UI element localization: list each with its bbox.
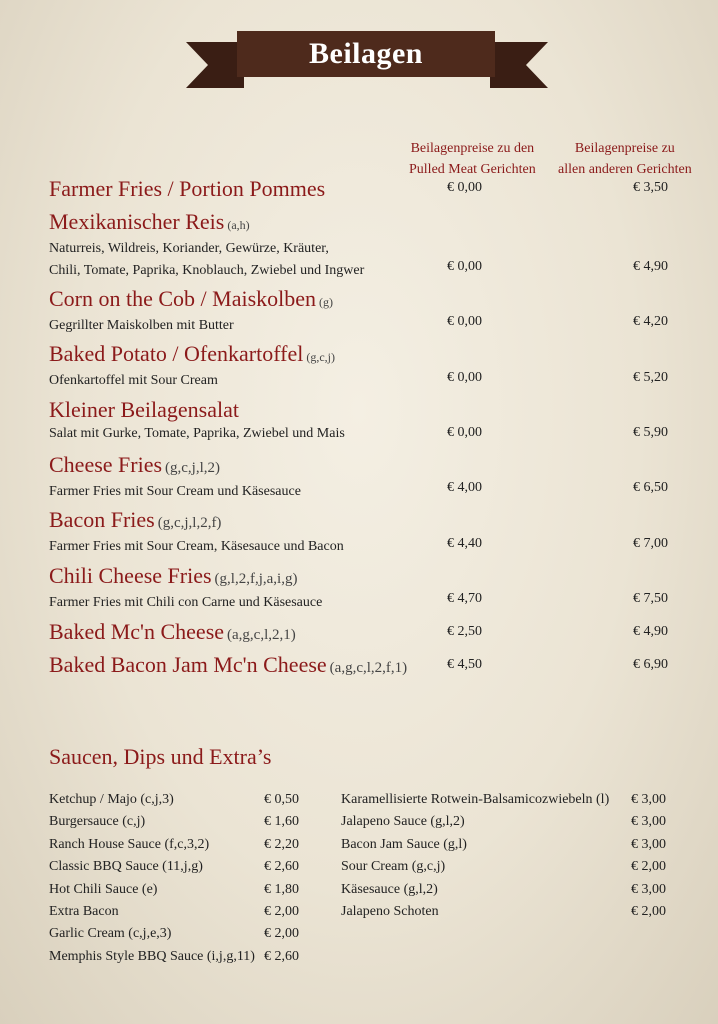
- menu-item: [49, 563, 689, 614]
- column-heading-other: [558, 138, 692, 180]
- menu-item-name: Corn on the Cob / Maiskolben (g): [49, 286, 334, 311]
- sauce-price: € 1,80: [264, 881, 299, 897]
- menu-item-name: Cheese Fries (g,c,j,l,2): [49, 452, 221, 477]
- menu-item-name: Chili Cheese Fries (g,l,2,f,j,a,i,g): [49, 563, 298, 588]
- menu-item-description: Farmer Fries mit Chili con Carne und Käsesauce: [49, 595, 323, 610]
- price-pulled-meat: € 0,00: [447, 259, 482, 274]
- sauce-price: € 2,00: [631, 859, 666, 875]
- menu-item-name: Baked Potato / Ofenkartoffel (g,c,j): [49, 341, 336, 366]
- sauce-name: Garlic Cream (c,j,e,3): [49, 926, 172, 942]
- price-pulled-meat: € 4,70: [447, 591, 482, 606]
- sauce-price: € 2,60: [264, 948, 299, 964]
- price-other: € 7,00: [633, 536, 668, 551]
- sauce-name: Ranch House Sauce (f,c,3,2): [49, 836, 210, 852]
- price-other: € 4,20: [633, 314, 668, 329]
- sauce-price: € 1,60: [264, 814, 299, 830]
- menu-item-allergens: (g,l,2,f,j,a,i,g): [214, 571, 298, 587]
- column-heading-pulled-meat: [409, 138, 536, 180]
- sauce-price: € 3,00: [631, 814, 666, 830]
- column-heading-line: Beilagenpreise zu: [574, 141, 675, 156]
- price-other: € 4,90: [633, 259, 668, 274]
- price-pulled-meat: € 4,00: [447, 480, 482, 495]
- menu-item: [49, 176, 689, 202]
- sauce-price: € 3,00: [631, 836, 666, 852]
- menu-item: [49, 286, 689, 337]
- sauces-section-title: Saucen, Dips und Extra’s: [49, 744, 272, 769]
- menu-item-description: Salat mit Gurke, Tomate, Paprika, Zwiebel und Mais: [49, 426, 345, 441]
- menu-item: [49, 341, 689, 392]
- price-other: € 6,90: [633, 657, 668, 672]
- sauce-name: Hot Chili Sauce (e): [49, 881, 158, 897]
- price-other: € 5,20: [633, 370, 668, 385]
- price-other: € 7,50: [633, 591, 668, 606]
- price-pulled-meat: € 0,00: [447, 425, 482, 440]
- menu-item-description: Farmer Fries mit Sour Cream und Käsesauce: [49, 484, 301, 499]
- price-other: € 4,90: [633, 624, 668, 639]
- menu-item-description: Ofenkartoffel mit Sour Cream: [49, 373, 218, 388]
- menu-item-allergens: (g,c,j): [306, 350, 336, 364]
- menu-item-allergens: (g): [319, 295, 334, 309]
- price-other: € 6,50: [633, 480, 668, 495]
- menu-item-allergens: (a,g,c,l,2,1): [227, 627, 296, 643]
- price-pulled-meat: € 0,00: [447, 180, 482, 195]
- sauce-name: Jalapeno Schoten: [341, 904, 439, 919]
- menu-item-description: Gegrillter Maiskolben mit Butter: [49, 318, 234, 333]
- sauce-price: € 2,20: [264, 836, 299, 852]
- menu-item-description: Farmer Fries mit Sour Cream, Käsesauce und Bacon: [49, 539, 344, 554]
- sauce-name: Classic BBQ Sauce (11,j,g): [49, 859, 203, 875]
- menu-item: [49, 507, 689, 558]
- menu-item-name: Baked Bacon Jam Mc'n Cheese (a,g,c,l,2,f,1): [49, 652, 408, 677]
- sauce-name: Extra Bacon: [49, 904, 119, 919]
- menu-item-allergens: (a,h): [227, 218, 250, 232]
- price-pulled-meat: € 0,00: [447, 370, 482, 385]
- price-pulled-meat: € 2,50: [447, 624, 482, 639]
- price-pulled-meat: € 4,50: [447, 657, 482, 672]
- sauce-price: € 3,00: [631, 792, 666, 807]
- menu-item: [49, 209, 689, 282]
- menu-item: [49, 652, 689, 681]
- menu-item-allergens: (g,c,j,l,2,f): [157, 515, 222, 531]
- menu-item-name: Farmer Fries / Portion Pommes: [49, 176, 326, 201]
- sauce-name: Ketchup / Majo (c,j,3): [49, 792, 174, 807]
- sauce-name: Bacon Jam Sauce (g,l): [341, 836, 467, 852]
- sauce-name: Karamellisierte Rotwein-Balsamicozwiebeln (l): [341, 792, 610, 807]
- menu-item-name: Baked Mc'n Cheese (a,g,c,l,2,1): [49, 619, 296, 644]
- sauce-price: € 2,00: [264, 926, 299, 942]
- menu-item: [49, 619, 689, 648]
- sauce-name: Sour Cream (g,c,j): [341, 859, 446, 875]
- sauce-price: € 2,00: [631, 904, 666, 919]
- menu-item: [49, 452, 689, 503]
- menu-item-name: Mexikanischer Reis (a,h): [49, 209, 250, 234]
- price-other: € 3,50: [633, 180, 668, 195]
- price-pulled-meat: € 0,00: [447, 314, 482, 329]
- price-other: € 5,90: [633, 425, 668, 440]
- sauce-price: € 3,00: [631, 881, 666, 897]
- sauce-name: Memphis Style BBQ Sauce (i,j,g,11): [49, 948, 255, 964]
- menu-item-description: Chili, Tomate, Paprika, Knoblauch, Zwiebel und Ingwer: [49, 263, 365, 278]
- sauce-name: Jalapeno Sauce (g,l,2): [341, 814, 465, 830]
- column-heading-line: Beilagenpreise zu den: [410, 141, 535, 156]
- menu-item-description: Naturreis, Wildreis, Koriander, Gewürze, Kräuter,: [49, 241, 329, 256]
- price-pulled-meat: € 4,40: [447, 536, 482, 551]
- column-heading-line: allen anderen Gerichten: [558, 162, 692, 177]
- menu-item: [49, 397, 689, 445]
- menu-item-name: Kleiner Beilagensalat: [49, 397, 239, 422]
- menu-item-allergens: (g,c,j,l,2): [165, 460, 221, 476]
- menu-item-allergens: (a,g,c,l,2,f,1): [329, 660, 408, 676]
- sauce-name: Käsesauce (g,l,2): [341, 881, 438, 897]
- sauce-price: € 2,00: [264, 904, 299, 919]
- sauce-price: € 2,60: [264, 859, 299, 875]
- page-title: Beilagen: [237, 31, 495, 77]
- sauce-price: € 0,50: [264, 792, 299, 807]
- sauce-name: Burgersauce (c,j): [49, 814, 146, 830]
- column-heading-line: Pulled Meat Gerichten: [409, 162, 536, 177]
- menu-item-name: Bacon Fries (g,c,j,l,2,f): [49, 507, 222, 532]
